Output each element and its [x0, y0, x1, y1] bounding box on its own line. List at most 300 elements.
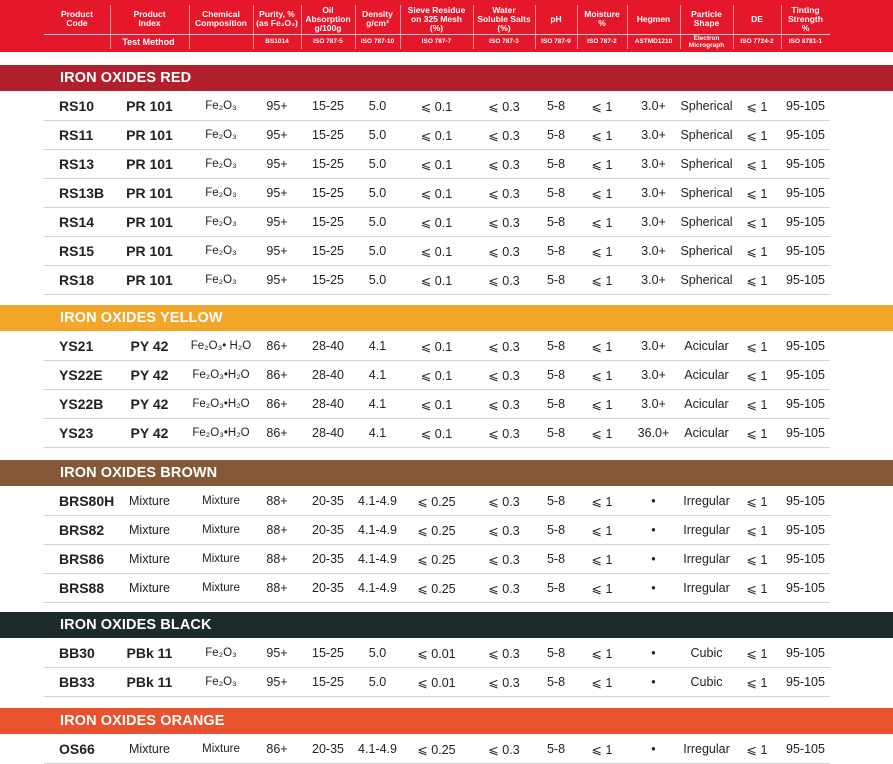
- cell-oil-absorption: 28-40: [312, 368, 344, 382]
- test-method-particle-shape: Electron Micrograph: [688, 35, 725, 49]
- cell-moisture: ⩽ 1: [591, 646, 613, 661]
- cell-particle-shape: Spherical: [680, 128, 733, 142]
- cell-tinting-strength: 95-105: [786, 552, 825, 566]
- cell-tinting-strength: 95-105: [786, 426, 825, 440]
- cell-particle-shape: Irregular: [683, 742, 730, 756]
- cell-ph: 5-8: [546, 215, 566, 229]
- cell-oil-absorption: 15-25: [312, 675, 344, 689]
- cell-tinting-strength: 95-105: [786, 186, 825, 200]
- section-title: IRON OXIDES BLACK: [60, 617, 212, 633]
- cell-de: ⩽ 1: [746, 215, 768, 230]
- cell-product-code: BRS86: [59, 551, 105, 567]
- cell-tinting-strength: 95-105: [786, 397, 825, 411]
- table-row: [44, 516, 830, 545]
- table-row: [44, 735, 830, 764]
- cell-oil-absorption: 15-25: [312, 244, 344, 258]
- cell-product-code: YS23: [59, 425, 94, 441]
- table-row: [44, 545, 830, 574]
- cell-purity: 95+: [266, 646, 288, 660]
- cell-sieve-residue: ⩽ 0.1: [420, 273, 453, 288]
- cell-hegmen: 3.0+: [641, 186, 666, 200]
- cell-de: ⩽ 1: [746, 552, 768, 567]
- cell-purity: 86+: [266, 368, 288, 382]
- cell-de: ⩽ 1: [746, 186, 768, 201]
- cell-de: ⩽ 1: [746, 368, 768, 383]
- cell-oil-absorption: 28-40: [312, 397, 344, 411]
- cell-de: ⩽ 1: [746, 244, 768, 259]
- cell-water-soluble-salts: ⩽ 0.3: [488, 273, 520, 288]
- cell-ph: 5-8: [546, 244, 566, 258]
- cell-moisture: ⩽ 1: [591, 273, 613, 288]
- cell-hegmen: •: [651, 552, 656, 566]
- cell-chemical-composition: Fe₂O₃: [205, 676, 237, 688]
- cell-hegmen: •: [651, 581, 656, 595]
- cell-de: ⩽ 1: [746, 675, 768, 690]
- cell-product-index: PY 42: [130, 425, 169, 441]
- cell-hegmen: •: [651, 675, 656, 689]
- test-method-label: Test Method: [122, 37, 175, 48]
- cell-chemical-composition: Fe₂O₃: [205, 245, 237, 257]
- cell-oil-absorption: 20-35: [312, 523, 344, 537]
- header-moisture: Moisture %: [584, 9, 620, 28]
- cell-product-index: PR 101: [126, 185, 173, 201]
- header-de: DE: [751, 13, 763, 24]
- section-band: [0, 305, 893, 331]
- cell-water-soluble-salts: ⩽ 0.3: [488, 426, 520, 441]
- cell-ph: 5-8: [546, 581, 566, 595]
- cell-water-soluble-salts: ⩽ 0.3: [488, 186, 520, 201]
- cell-product-code: BRS82: [59, 522, 105, 538]
- cell-product-code: YS22E: [59, 367, 103, 383]
- cell-product-index: PR 101: [126, 127, 173, 143]
- cell-purity: 86+: [266, 339, 288, 353]
- cell-chemical-composition: Fe₂O₃: [205, 129, 237, 141]
- cell-density: 4.1-4.9: [358, 523, 397, 537]
- cell-chemical-composition: Fe₂O₃•H₂O: [192, 427, 250, 439]
- section-band: [0, 65, 893, 91]
- cell-moisture: ⩽ 1: [591, 186, 613, 201]
- cell-purity: 95+: [266, 675, 288, 689]
- cell-moisture: ⩽ 1: [591, 675, 613, 690]
- cell-particle-shape: Spherical: [680, 186, 733, 200]
- cell-de: ⩽ 1: [746, 339, 768, 354]
- cell-product-code: RS13B: [59, 185, 105, 201]
- cell-density: 5.0: [368, 157, 387, 171]
- cell-ph: 5-8: [546, 494, 566, 508]
- cell-chemical-composition: Fe₂O₃: [205, 100, 237, 112]
- cell-tinting-strength: 95-105: [786, 99, 825, 113]
- cell-tinting-strength: 95-105: [786, 523, 825, 537]
- cell-water-soluble-salts: ⩽ 0.3: [488, 368, 520, 383]
- cell-ph: 5-8: [546, 552, 566, 566]
- cell-product-code: YS22B: [59, 396, 104, 412]
- cell-sieve-residue: ⩽ 0.1: [420, 244, 453, 259]
- cell-de: ⩽ 1: [746, 273, 768, 288]
- cell-particle-shape: Irregular: [683, 494, 730, 508]
- header-product-index: Product Index: [133, 9, 166, 28]
- cell-density: 5.0: [368, 215, 387, 229]
- header-chemical-composition: Chemical Composition: [195, 9, 247, 28]
- table-row: [44, 121, 830, 150]
- cell-sieve-residue: ⩽ 0.01: [417, 675, 456, 690]
- cell-tinting-strength: 95-105: [786, 646, 825, 660]
- header-tinting-strength: Tinting Strength %: [788, 4, 823, 33]
- cell-oil-absorption: 15-25: [312, 128, 344, 142]
- cell-oil-absorption: 20-35: [312, 742, 344, 756]
- cell-de: ⩽ 1: [746, 128, 768, 143]
- cell-oil-absorption: 28-40: [312, 339, 344, 353]
- cell-ph: 5-8: [546, 368, 566, 382]
- cell-particle-shape: Irregular: [683, 552, 730, 566]
- cell-product-index: PY 42: [130, 396, 169, 412]
- cell-tinting-strength: 95-105: [786, 494, 825, 508]
- cell-ph: 5-8: [546, 128, 566, 142]
- cell-sieve-residue: ⩽ 0.1: [420, 128, 453, 143]
- header-hegmen: Hegmen: [636, 13, 671, 24]
- cell-moisture: ⩽ 1: [591, 494, 613, 509]
- cell-oil-absorption: 20-35: [312, 552, 344, 566]
- cell-sieve-residue: ⩽ 0.25: [417, 494, 456, 509]
- cell-density: 4.1: [368, 339, 387, 353]
- cell-water-soluble-salts: ⩽ 0.3: [488, 99, 520, 114]
- header-product-code: Product Code: [60, 9, 94, 28]
- table-row: [44, 390, 830, 419]
- cell-product-index: PR 101: [126, 98, 173, 114]
- cell-chemical-composition: Fe₂O₃: [205, 187, 237, 199]
- cell-chemical-composition: Mixture: [202, 524, 240, 536]
- section-band: [0, 708, 893, 734]
- cell-ph: 5-8: [546, 157, 566, 171]
- cell-chemical-composition: Fe₂O₃: [205, 158, 237, 170]
- cell-moisture: ⩽ 1: [591, 339, 613, 354]
- cell-product-code: RS18: [59, 272, 95, 288]
- cell-hegmen: 36.0+: [637, 426, 670, 440]
- cell-hegmen: 3.0+: [641, 157, 666, 171]
- cell-particle-shape: Spherical: [680, 273, 733, 287]
- cell-sieve-residue: ⩽ 0.25: [417, 742, 456, 757]
- cell-particle-shape: Spherical: [680, 244, 733, 258]
- cell-ph: 5-8: [546, 675, 566, 689]
- header-water-soluble-salts: Water Soluble Salts (%): [477, 4, 531, 33]
- cell-moisture: ⩽ 1: [591, 397, 613, 412]
- cell-purity: 95+: [266, 244, 288, 258]
- cell-product-code: BRS80H: [59, 493, 115, 509]
- cell-density: 5.0: [368, 675, 387, 689]
- cell-tinting-strength: 95-105: [786, 339, 825, 353]
- cell-hegmen: •: [651, 494, 656, 508]
- cell-density: 4.1: [368, 368, 387, 382]
- cell-sieve-residue: ⩽ 0.1: [420, 397, 453, 412]
- cell-density: 5.0: [368, 99, 387, 113]
- cell-particle-shape: Acicular: [684, 368, 729, 382]
- table-row: [44, 150, 830, 179]
- cell-particle-shape: Spherical: [680, 157, 733, 171]
- cell-water-soluble-salts: ⩽ 0.3: [488, 397, 520, 412]
- cell-de: ⩽ 1: [746, 494, 768, 509]
- cell-density: 4.1: [368, 426, 387, 440]
- cell-water-soluble-salts: ⩽ 0.3: [488, 339, 520, 354]
- cell-chemical-composition: Fe₂O₃: [205, 274, 237, 286]
- cell-de: ⩽ 1: [746, 397, 768, 412]
- cell-moisture: ⩽ 1: [591, 244, 613, 259]
- cell-purity: 86+: [266, 742, 288, 756]
- cell-purity: 88+: [266, 494, 288, 508]
- cell-purity: 86+: [266, 397, 288, 411]
- header-oil-absorption: Oil Absorption g/100g: [305, 4, 351, 33]
- cell-ph: 5-8: [546, 397, 566, 411]
- table-row: [44, 419, 830, 448]
- cell-product-index: PR 101: [126, 243, 173, 259]
- cell-chemical-composition: Mixture: [202, 743, 240, 755]
- table-row: [44, 487, 830, 516]
- test-method-tinting-strength: ISO 8781-1: [788, 38, 823, 46]
- cell-density: 4.1-4.9: [358, 494, 397, 508]
- cell-water-soluble-salts: ⩽ 0.3: [488, 552, 520, 567]
- test-method-water-soluble-salts: ISO 787-3: [489, 38, 519, 46]
- cell-moisture: ⩽ 1: [591, 368, 613, 383]
- cell-sieve-residue: ⩽ 0.1: [420, 215, 453, 230]
- cell-water-soluble-salts: ⩽ 0.3: [488, 157, 520, 172]
- cell-hegmen: 3.0+: [641, 244, 666, 258]
- cell-moisture: ⩽ 1: [591, 99, 613, 114]
- cell-chemical-composition: Fe₂O₃•H₂O: [192, 369, 250, 381]
- cell-particle-shape: Irregular: [683, 581, 730, 595]
- cell-moisture: ⩽ 1: [591, 215, 613, 230]
- cell-sieve-residue: ⩽ 0.1: [420, 99, 453, 114]
- cell-density: 5.0: [368, 244, 387, 258]
- cell-product-code: RS10: [59, 98, 95, 114]
- cell-tinting-strength: 95-105: [786, 581, 825, 595]
- table-row: [44, 668, 830, 697]
- cell-particle-shape: Acicular: [684, 339, 729, 353]
- cell-sieve-residue: ⩽ 0.1: [420, 339, 453, 354]
- cell-product-code: RS11: [59, 127, 94, 143]
- cell-sieve-residue: ⩽ 0.25: [417, 581, 456, 596]
- cell-product-index: Mixture: [129, 523, 170, 537]
- cell-moisture: ⩽ 1: [591, 742, 613, 757]
- cell-tinting-strength: 95-105: [786, 244, 825, 258]
- test-method-ph: ISO 787-9: [541, 38, 571, 46]
- cell-de: ⩽ 1: [746, 581, 768, 596]
- cell-purity: 95+: [266, 128, 288, 142]
- cell-purity: 95+: [266, 215, 288, 229]
- cell-tinting-strength: 95-105: [786, 675, 825, 689]
- cell-sieve-residue: ⩽ 0.25: [417, 523, 456, 538]
- cell-hegmen: •: [651, 742, 656, 756]
- cell-purity: 88+: [266, 581, 288, 595]
- header-density: Density g/cm³: [362, 9, 393, 28]
- cell-hegmen: 3.0+: [641, 273, 666, 287]
- cell-water-soluble-salts: ⩽ 0.3: [488, 494, 520, 509]
- test-method-hegmen: ASTMD1210: [634, 38, 673, 46]
- cell-product-index: PBk 11: [126, 674, 173, 690]
- cell-product-index: PY 42: [130, 367, 169, 383]
- cell-particle-shape: Irregular: [683, 523, 730, 537]
- cell-oil-absorption: 15-25: [312, 646, 344, 660]
- test-method-density: ISO 787-10: [360, 38, 395, 46]
- header-sieve-residue: Sieve Residue on 325 Mesh (%): [407, 4, 466, 33]
- table-row: [44, 237, 830, 266]
- cell-water-soluble-salts: ⩽ 0.3: [488, 523, 520, 538]
- cell-oil-absorption: 15-25: [312, 99, 344, 113]
- cell-water-soluble-salts: ⩽ 0.3: [488, 581, 520, 596]
- cell-chemical-composition: Fe₂O₃•H₂O: [192, 398, 250, 410]
- table-row: [44, 179, 830, 208]
- cell-product-code: RS15: [59, 243, 95, 259]
- section-band: [0, 460, 893, 486]
- cell-product-code: RS13: [59, 156, 95, 172]
- cell-hegmen: •: [651, 646, 656, 660]
- cell-product-index: PY 42: [130, 338, 169, 354]
- cell-density: 4.1-4.9: [358, 552, 397, 566]
- cell-de: ⩽ 1: [746, 742, 768, 757]
- cell-tinting-strength: 95-105: [786, 157, 825, 171]
- cell-moisture: ⩽ 1: [591, 426, 613, 441]
- cell-oil-absorption: 15-25: [312, 157, 344, 171]
- cell-hegmen: 3.0+: [641, 128, 666, 142]
- cell-oil-absorption: 15-25: [312, 186, 344, 200]
- cell-chemical-composition: Fe₂O₃• H₂O: [190, 340, 252, 352]
- cell-oil-absorption: 20-35: [312, 581, 344, 595]
- cell-chemical-composition: Mixture: [202, 495, 240, 507]
- header-ph: pH: [550, 13, 562, 24]
- cell-de: ⩽ 1: [746, 426, 768, 441]
- cell-product-code: RS14: [59, 214, 95, 230]
- cell-density: 4.1: [368, 397, 387, 411]
- cell-hegmen: 3.0+: [641, 215, 666, 229]
- test-method-sieve-residue: ISO 787-7: [421, 38, 452, 46]
- cell-particle-shape: Acicular: [684, 397, 729, 411]
- cell-hegmen: 3.0+: [641, 397, 666, 411]
- cell-density: 5.0: [368, 128, 387, 142]
- cell-oil-absorption: 20-35: [312, 494, 344, 508]
- cell-product-index: Mixture: [129, 494, 170, 508]
- cell-tinting-strength: 95-105: [786, 368, 825, 382]
- cell-product-index: PR 101: [126, 156, 173, 172]
- cell-de: ⩽ 1: [746, 523, 768, 538]
- cell-sieve-residue: ⩽ 0.25: [417, 552, 456, 567]
- cell-oil-absorption: 15-25: [312, 215, 344, 229]
- cell-chemical-composition: Mixture: [202, 582, 240, 594]
- cell-hegmen: 3.0+: [641, 339, 666, 353]
- cell-sieve-residue: ⩽ 0.1: [420, 186, 453, 201]
- cell-particle-shape: Spherical: [680, 215, 733, 229]
- cell-chemical-composition: Fe₂O₃: [205, 647, 237, 659]
- cell-ph: 5-8: [546, 426, 566, 440]
- cell-product-index: PBk 11: [126, 645, 173, 661]
- cell-product-code: OS66: [59, 741, 95, 757]
- section-band: [0, 612, 893, 638]
- cell-tinting-strength: 95-105: [786, 742, 825, 756]
- cell-ph: 5-8: [546, 273, 566, 287]
- cell-purity: 95+: [266, 186, 288, 200]
- header-purity: Purity, % (as Fe₂O₃): [256, 9, 298, 28]
- test-method-moisture: ISO 787-2: [587, 38, 617, 46]
- section-title: IRON OXIDES ORANGE: [60, 713, 225, 729]
- cell-chemical-composition: Mixture: [202, 553, 240, 565]
- cell-product-index: PR 101: [126, 272, 173, 288]
- cell-product-index: Mixture: [129, 581, 170, 595]
- cell-ph: 5-8: [546, 186, 566, 200]
- cell-water-soluble-salts: ⩽ 0.3: [488, 244, 520, 259]
- cell-moisture: ⩽ 1: [591, 157, 613, 172]
- test-method-purity: BS1014: [265, 38, 289, 46]
- table-row: [44, 332, 830, 361]
- cell-moisture: ⩽ 1: [591, 523, 613, 538]
- cell-oil-absorption: 28-40: [312, 426, 344, 440]
- cell-tinting-strength: 95-105: [786, 273, 825, 287]
- table-row: [44, 208, 830, 237]
- test-method-oil-absorption: ISO 787-5: [313, 38, 343, 46]
- cell-purity: 95+: [266, 157, 288, 171]
- table-row: [44, 266, 830, 295]
- cell-product-index: Mixture: [129, 742, 170, 756]
- table-row: [44, 574, 830, 603]
- cell-density: 4.1-4.9: [358, 742, 397, 756]
- cell-water-soluble-salts: ⩽ 0.3: [488, 675, 520, 690]
- cell-moisture: ⩽ 1: [591, 552, 613, 567]
- section-title: IRON OXIDES BROWN: [60, 465, 218, 481]
- cell-sieve-residue: ⩽ 0.1: [420, 426, 453, 441]
- cell-sieve-residue: ⩽ 0.1: [420, 157, 453, 172]
- cell-purity: 95+: [266, 273, 288, 287]
- cell-ph: 5-8: [546, 99, 566, 113]
- cell-water-soluble-salts: ⩽ 0.3: [488, 128, 520, 143]
- cell-density: 5.0: [368, 646, 387, 660]
- cell-de: ⩽ 1: [746, 646, 768, 661]
- cell-purity: 88+: [266, 552, 288, 566]
- cell-product-code: BB30: [59, 645, 95, 661]
- table-row: [44, 361, 830, 390]
- cell-tinting-strength: 95-105: [786, 215, 825, 229]
- cell-hegmen: 3.0+: [641, 99, 666, 113]
- cell-density: 4.1-4.9: [358, 581, 397, 595]
- cell-particle-shape: Cubic: [690, 675, 723, 689]
- header-particle-shape: Particle Shape: [691, 9, 722, 28]
- cell-sieve-residue: ⩽ 0.1: [420, 368, 453, 383]
- cell-de: ⩽ 1: [746, 99, 768, 114]
- cell-density: 5.0: [368, 273, 387, 287]
- cell-purity: 95+: [266, 99, 288, 113]
- cell-oil-absorption: 15-25: [312, 273, 344, 287]
- cell-density: 5.0: [368, 186, 387, 200]
- section-title: IRON OXIDES RED: [60, 70, 192, 86]
- table-row: [44, 92, 830, 121]
- cell-hegmen: •: [651, 523, 656, 537]
- cell-product-code: YS21: [59, 338, 94, 354]
- table-header: [0, 0, 893, 52]
- cell-product-code: BB33: [59, 674, 95, 690]
- cell-ph: 5-8: [546, 523, 566, 537]
- section-title: IRON OXIDES YELLOW: [60, 310, 223, 326]
- cell-moisture: ⩽ 1: [591, 128, 613, 143]
- cell-product-index: Mixture: [129, 552, 170, 566]
- cell-water-soluble-salts: ⩽ 0.3: [488, 742, 520, 757]
- cell-ph: 5-8: [546, 339, 566, 353]
- cell-tinting-strength: 95-105: [786, 128, 825, 142]
- cell-water-soluble-salts: ⩽ 0.3: [488, 646, 520, 661]
- cell-particle-shape: Acicular: [684, 426, 729, 440]
- cell-hegmen: 3.0+: [641, 368, 666, 382]
- cell-particle-shape: Spherical: [680, 99, 733, 113]
- cell-product-index: PR 101: [126, 214, 173, 230]
- cell-particle-shape: Cubic: [690, 646, 723, 660]
- cell-chemical-composition: Fe₂O₃: [205, 216, 237, 228]
- cell-de: ⩽ 1: [746, 157, 768, 172]
- cell-sieve-residue: ⩽ 0.01: [417, 646, 456, 661]
- cell-purity: 86+: [266, 426, 288, 440]
- cell-moisture: ⩽ 1: [591, 581, 613, 596]
